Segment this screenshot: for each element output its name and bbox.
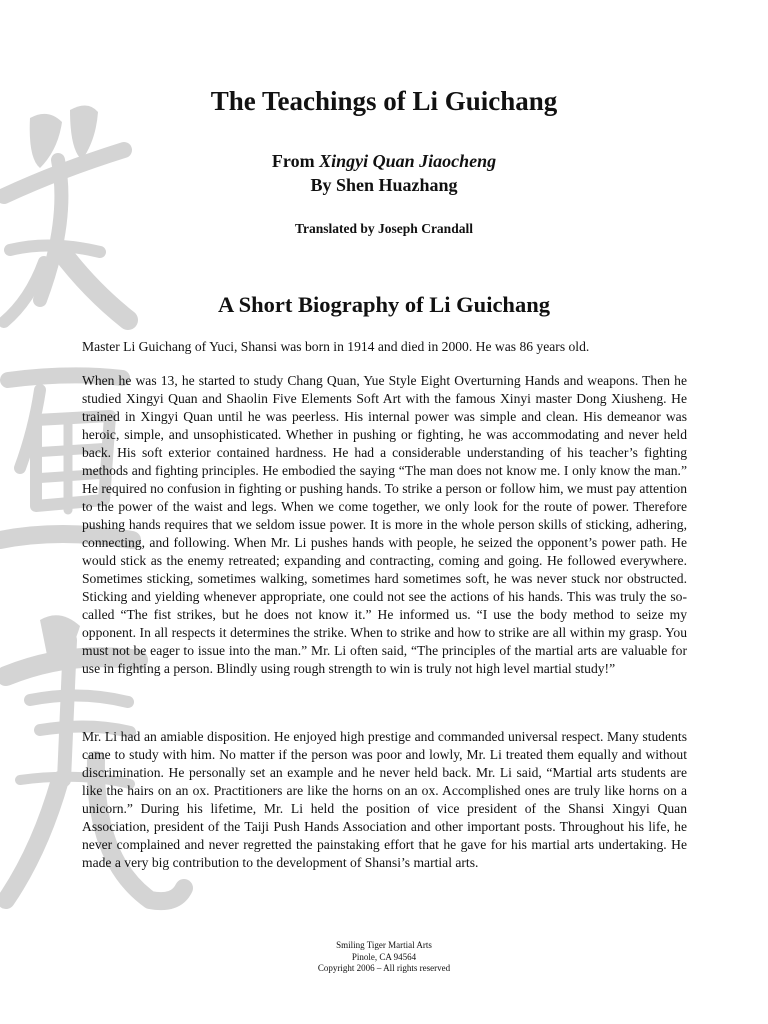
document-title: The Teachings of Li Guichang <box>210 86 558 116</box>
translator-credit: Translated by Joseph Crandall <box>295 221 473 236</box>
page-footer <box>0 940 768 975</box>
source-prefix: From <box>271 151 320 171</box>
footer-organization: Smiling Tiger Martial Arts <box>336 940 432 950</box>
author-line: By Shen Huazhang <box>310 175 458 195</box>
footer-address: Pinole, CA 94564 <box>351 951 417 962</box>
footer-copyright: Copyright 2006 – All rights reserved <box>317 963 451 973</box>
paragraph-birth-death: Master Li Guichang of Yuci, Shansi was born in 1914 and died in 2000. He was 86 years old. <box>82 339 590 354</box>
source-book-title: Xingyi Quan Jiaocheng <box>319 151 497 171</box>
paragraph-character: Mr. Li had an amiable disposition. He enjoyed high prestige and commanded universal respect. Many students came to study with him. No matter if the person was poor and lowly, Mr. Li treated them equally and without discrimination. He personally set an example and he never held back. Mr. Li said, “Martial arts students are like the hairs on an ox. Practitioners are like the horns on an ox. Accomplished ones are truly like horns on a unicorn.” During his lifetime, Mr. Li held the position of vice president of the Shansi Xingyi Quan Association, president of the Taiji Push Hands Association and other important posts. Throughout his life, he never complained and never regretted the painstaking effort that he gave for his martial arts undertaking. He made a very big contribution to the development of Shansi’s martial arts. <box>82 729 687 870</box>
section-heading: A Short Biography of Li Guichang <box>218 292 550 317</box>
source-line <box>0 150 768 173</box>
paragraph-training: When he was 13, he started to study Chang Quan, Yue Style Eight Overturning Hands and weapons. Then he studied Xingyi Quan and Shaolin Five Elements Soft Art with the famous Xinyi master Dong Xiusheng. He trained in Xingyi Quan until he was peerless. His internal power was simple and clean. His demeanor was heroic, simple, and unsophisticated. Whether in pushing or fighting, he was accommodating and never held back. His soft exterior contained hardness. He had a considerable understanding of his teacher’s fighting methods and fighting principles. He embodied the saying “The man does not know me. I only know the man.” He required no confusion in fighting or pushing hands. To strike a person or follow him, we must pay attention to the power of the waist and legs. When we come together, we only look for the route of power. Therefore pushing hands requires that we seldom issue power. It is more in the whole person skills of sticking, adhering, connecting, and following. When Mr. Li pushes hands with people, he seized the opponent’s power path. He would stick as the enemy retreated; expanding and contracting, coming and going. He followed everywhere. Sometimes sticking, sometimes walking, sometimes hard sometimes soft, he was never stuck nor obstructed. Sticking and yielding whenever appropriate, one could not see the actions of his hands. This was truly the so-called “The fist strikes, but he does not know it.” He informed us. “I use the body method to seize my opponent. In all respects it determines the strike. When to strike and how to strike are all within my grasp. You must not be eager to issue into the man.” Mr. Li often said, “The principles of the martial arts are valuable for use in fighting a person. Blindly using rough strength to win is truly not high level martial study!” <box>82 373 687 676</box>
